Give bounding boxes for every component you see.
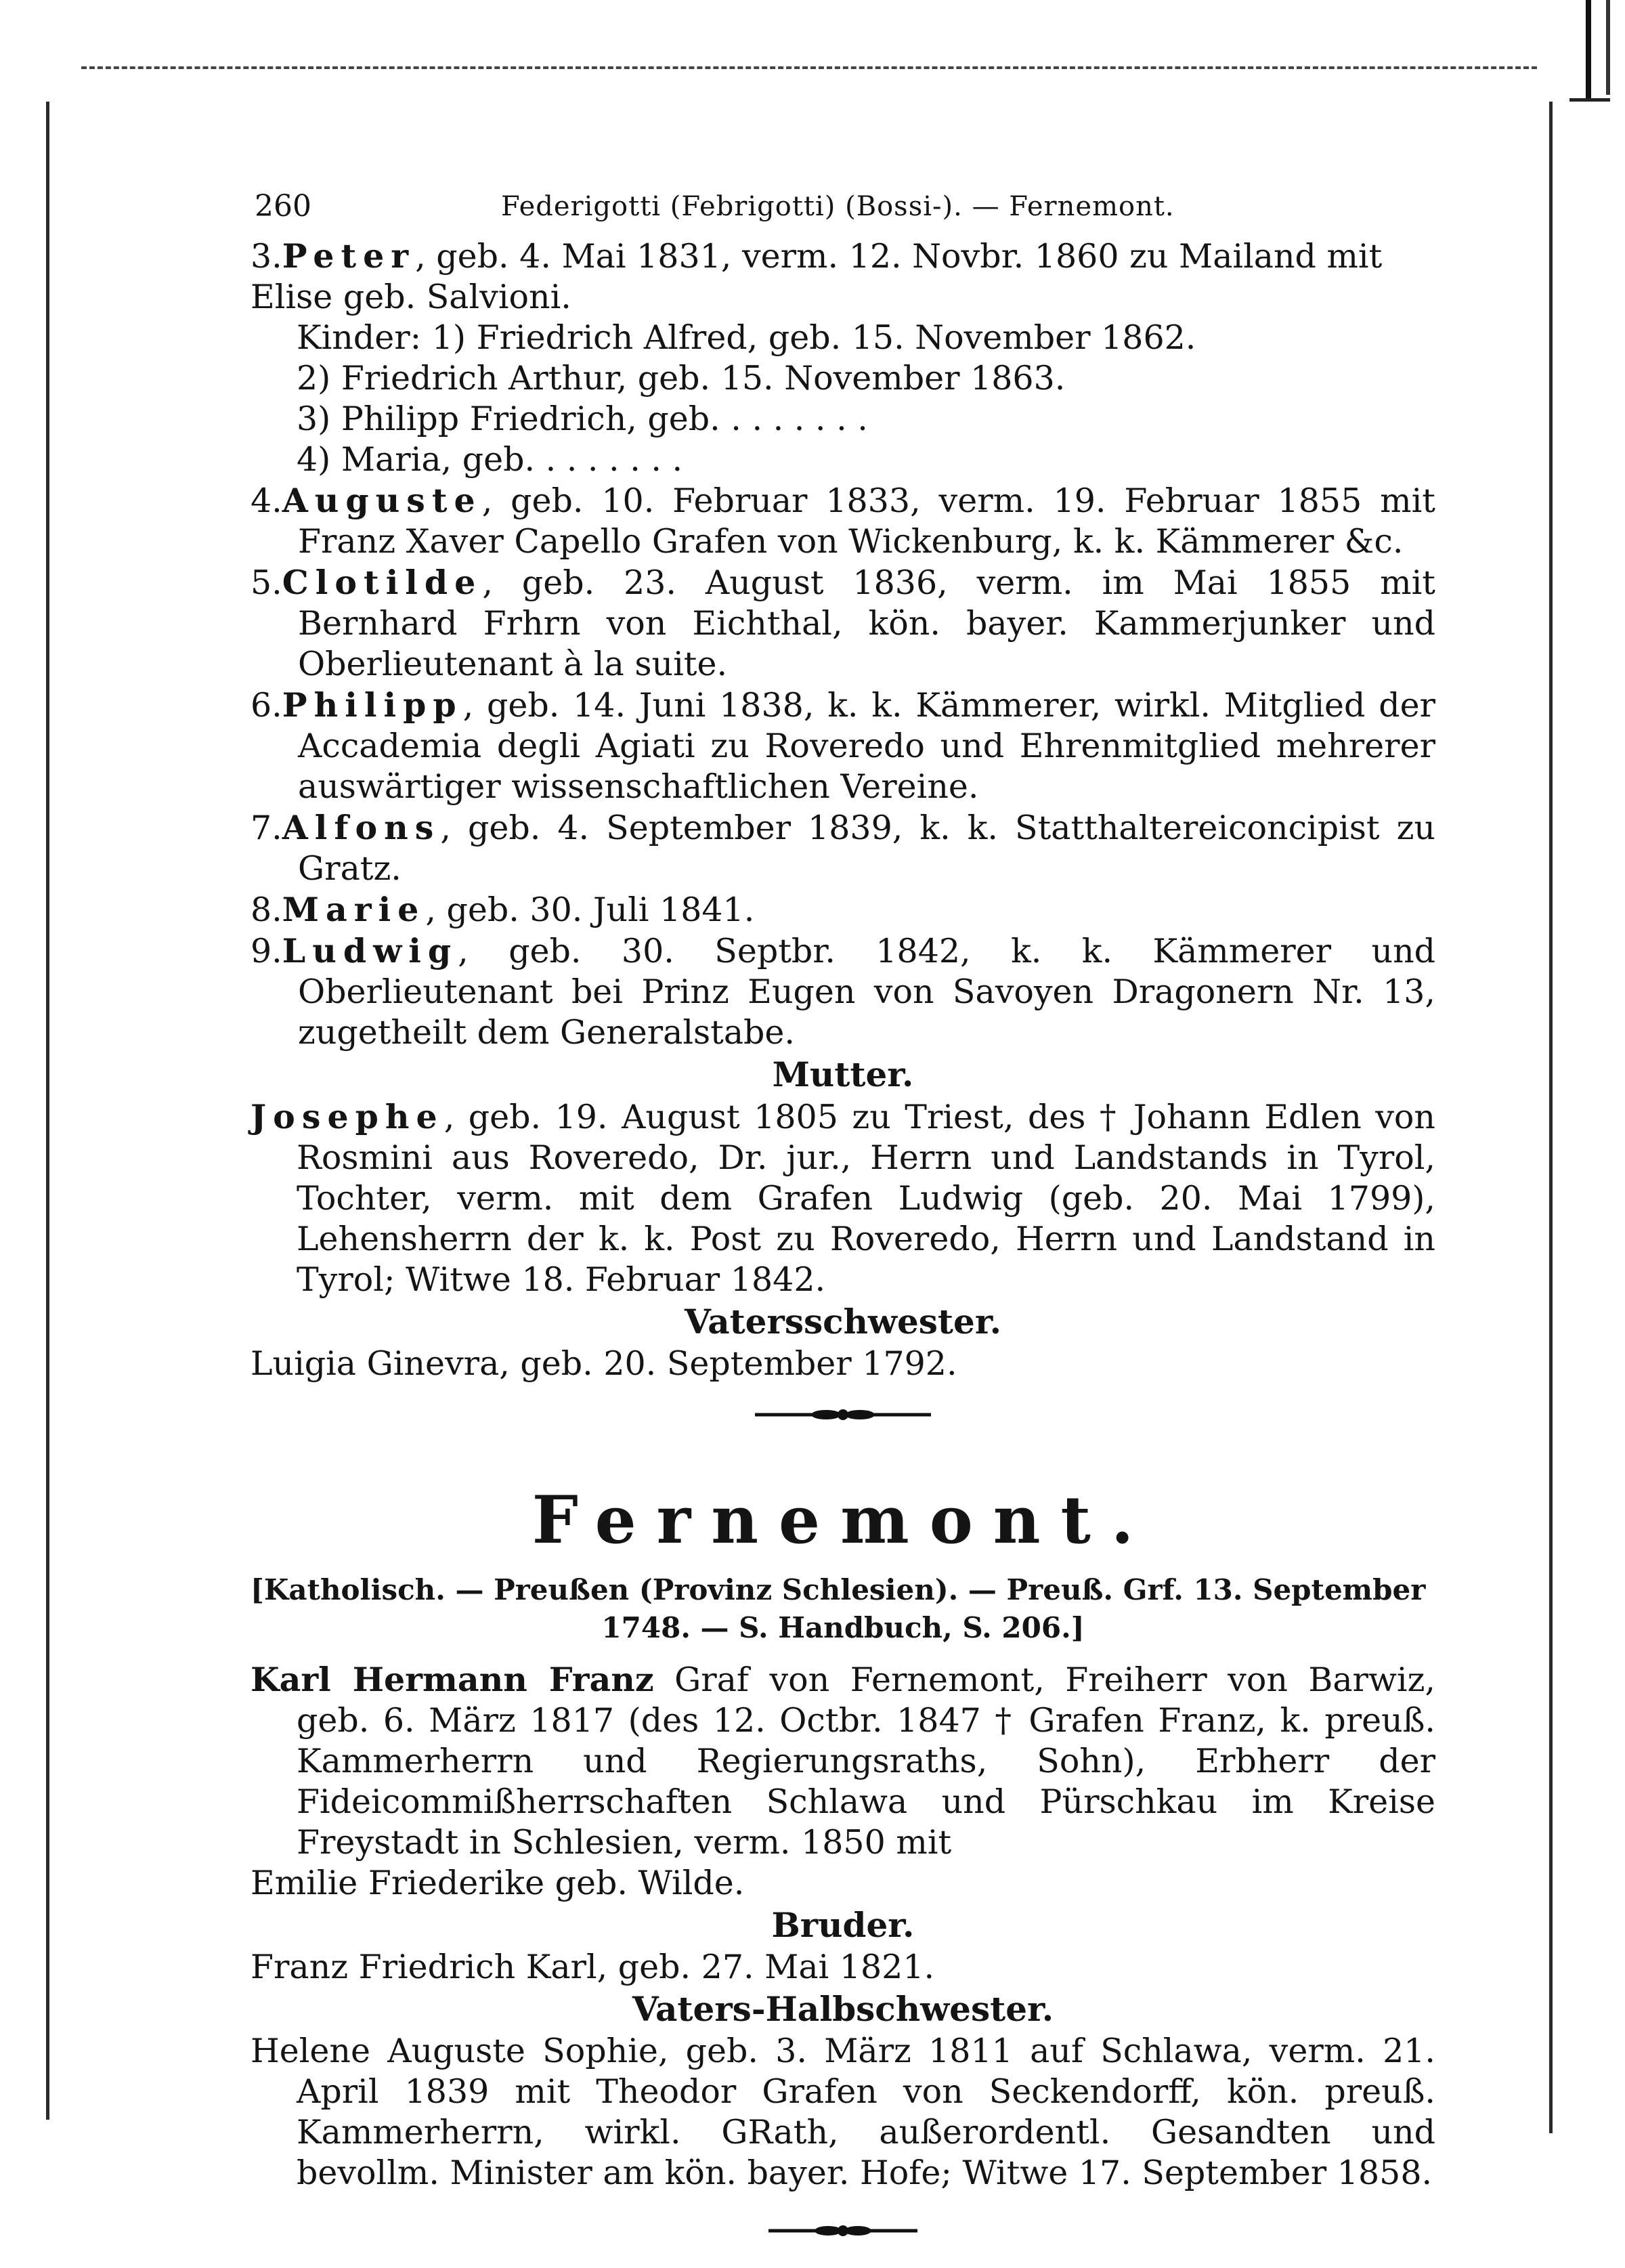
grandchild-line: 3) Philipp Friedrich, geb. . . . . . . . [297, 400, 868, 438]
mutter-entry [251, 1096, 1435, 1300]
child-entry [251, 562, 1435, 685]
entry-name: Peter [282, 236, 416, 276]
section-heading-vatersschwester: Vatersschwester. [684, 1302, 1002, 1342]
entry-name: Ludwig [282, 931, 458, 970]
child-entry [251, 930, 1435, 1053]
child-entry [251, 889, 1435, 930]
section-heading-bruder: Bruder. [771, 1905, 915, 1945]
vatersschwester-entry: Luigia Ginevra, geb. 20. September 1792. [251, 1344, 957, 1383]
running-title: Federigotti (Febrigotti) (Bossi-). — Fernemont. [501, 191, 1175, 222]
head-of-family-entry [251, 1659, 1435, 1863]
section-heading-mutter: Mutter. [772, 1054, 914, 1094]
grandchild-line: 4) Maria, geb. . . . . . . . [297, 440, 683, 479]
entry-number: 5. [251, 563, 282, 602]
mutter-name: Josephe [251, 1097, 444, 1136]
entry-text: , geb. 30. Septbr. 1842, k. k. Kämmerer und Oberlieutenant bei Prinz Eugen von Savoyen Dragonern Nr. 13, zugetheilt dem Generalstabe. [298, 932, 1435, 1052]
ornamental-divider [251, 1384, 1435, 1445]
child-entry [251, 236, 1435, 277]
family-info-line-2: 1748. — S. Handbuch, S. 206.] [601, 1611, 1085, 1644]
bruder-entry: Franz Friedrich Karl, geb. 27. Mai 1821. [251, 1948, 935, 1986]
child-entry [251, 807, 1435, 889]
entry-text: , geb. 23. August 1836, verm. im Mai 1855 mit Bernhard Frhrn von Eichthal, kön. bayer. Kammerjunker und Oberlieutenant à la suite. [298, 563, 1435, 683]
entry-text: , geb. 4. September 1839, k. k. Statthaltereiconcipist zu Gratz. [298, 809, 1435, 888]
grandchild-line: Kinder: 1) Friedrich Alfred, geb. 15. November 1862. [297, 318, 1196, 357]
child-entry [251, 685, 1435, 807]
section-heading-halbschwester: Vaters-Halbschwester. [632, 1989, 1054, 2029]
ornamental-divider [251, 2194, 1435, 2268]
entry-name: Philipp [282, 685, 463, 725]
wife-entry: Emilie Friederike geb. Wilde. [251, 1864, 745, 1902]
divider-ornament-icon [755, 1408, 931, 1421]
grandchild-line [251, 358, 1435, 399]
family-info-line-1: [Katholisch. — Preußen (Provinz Schlesien). — Preuß. Grf. 13. September [251, 1573, 1426, 1606]
entry-name: Alfons [282, 808, 441, 847]
head-name: Karl Hermann Franz [251, 1660, 654, 1699]
page-header [251, 177, 1435, 236]
entry-number: 8. [251, 891, 282, 929]
entry-continuation: Elise geb. Salvioni. [251, 278, 571, 316]
binding-mark [1586, 0, 1591, 98]
entry-name: Clotilde [282, 563, 483, 602]
section-title: Fernemont. [532, 1482, 1154, 1558]
entry-number: 4. [251, 482, 282, 520]
head-text: Graf von Fernemont, Freiherr von Barwiz, geb. 6. März 1817 (des 12. Octbr. 1847 † Grafen Franz, k. preuß. Kammerherrn und Regierungsraths, Sohn), Erbherr der Fideicommißherrschaften Schlawa und Pürschkau im Kreise Freystadt in Schlesien, verm. 1850 mit [297, 1661, 1435, 1862]
halbschwester-entry: Helene Auguste Sophie, geb. 3. März 1811 auf Schlawa, verm. 21. April 1839 mit Theodor Grafen von Seckendorff, kön. preuß. Kammerherrn, wirkl. GRath, außerordentl. Gesandten und bevollm. Minister am kön. bayer. Hofe; Witwe 17. September 1858. [251, 2032, 1435, 2192]
mutter-text: , geb. 19. August 1805 zu Triest, des † Johann Edlen von Rosmini aus Roveredo, Dr. jur., Herrn und Landstands in Tyrol, Tochter, verm. mit dem Grafen Ludwig (geb. 20. Mai 1799), Lehensherrn der k. k. Post zu Roveredo, Herrn und Landstand in Tyrol; Witwe 18. Februar 1842. [297, 1098, 1435, 1299]
scan-edge-right [1549, 102, 1553, 2133]
entry-text: , geb. 10. Februar 1833, verm. 19. Februar 1855 mit Franz Xaver Capello Grafen von Wickenburg, k. k. Kämmerer &c. [298, 482, 1435, 561]
binding-mark [1569, 98, 1610, 102]
divider-ornament-icon [768, 2224, 917, 2238]
entry-number: 7. [251, 809, 282, 847]
entry-name: Marie [282, 890, 426, 929]
entry-text: , geb. 30. Juli 1841. [425, 891, 755, 929]
entry-text: , geb. 4. Mai 1831, verm. 12. Novbr. 1860 zu Mailand mit [415, 237, 1383, 276]
entry-number: 9. [251, 932, 282, 970]
book-page [251, 177, 1435, 2192]
scan-edge-left [46, 102, 49, 2120]
entry-text: , geb. 14. Juni 1838, k. k. Kämmerer, wirkl. Mitglied der Accademia degli Agiati zu Roveredo und Ehrenmitglied mehrerer auswärtiger wissenschaftlichen Vereine. [298, 686, 1435, 806]
entry-number: 3. [251, 237, 282, 276]
child-entry [251, 480, 1435, 562]
entry-name: Auguste [282, 481, 482, 520]
scan-edge-top [81, 66, 1537, 69]
binding-mark [1606, 0, 1610, 95]
entry-number: 6. [251, 686, 282, 725]
grandchild-text: 2) Friedrich Arthur, geb. 15. November 1863. [297, 359, 1066, 398]
page-number: 260 [255, 189, 311, 223]
